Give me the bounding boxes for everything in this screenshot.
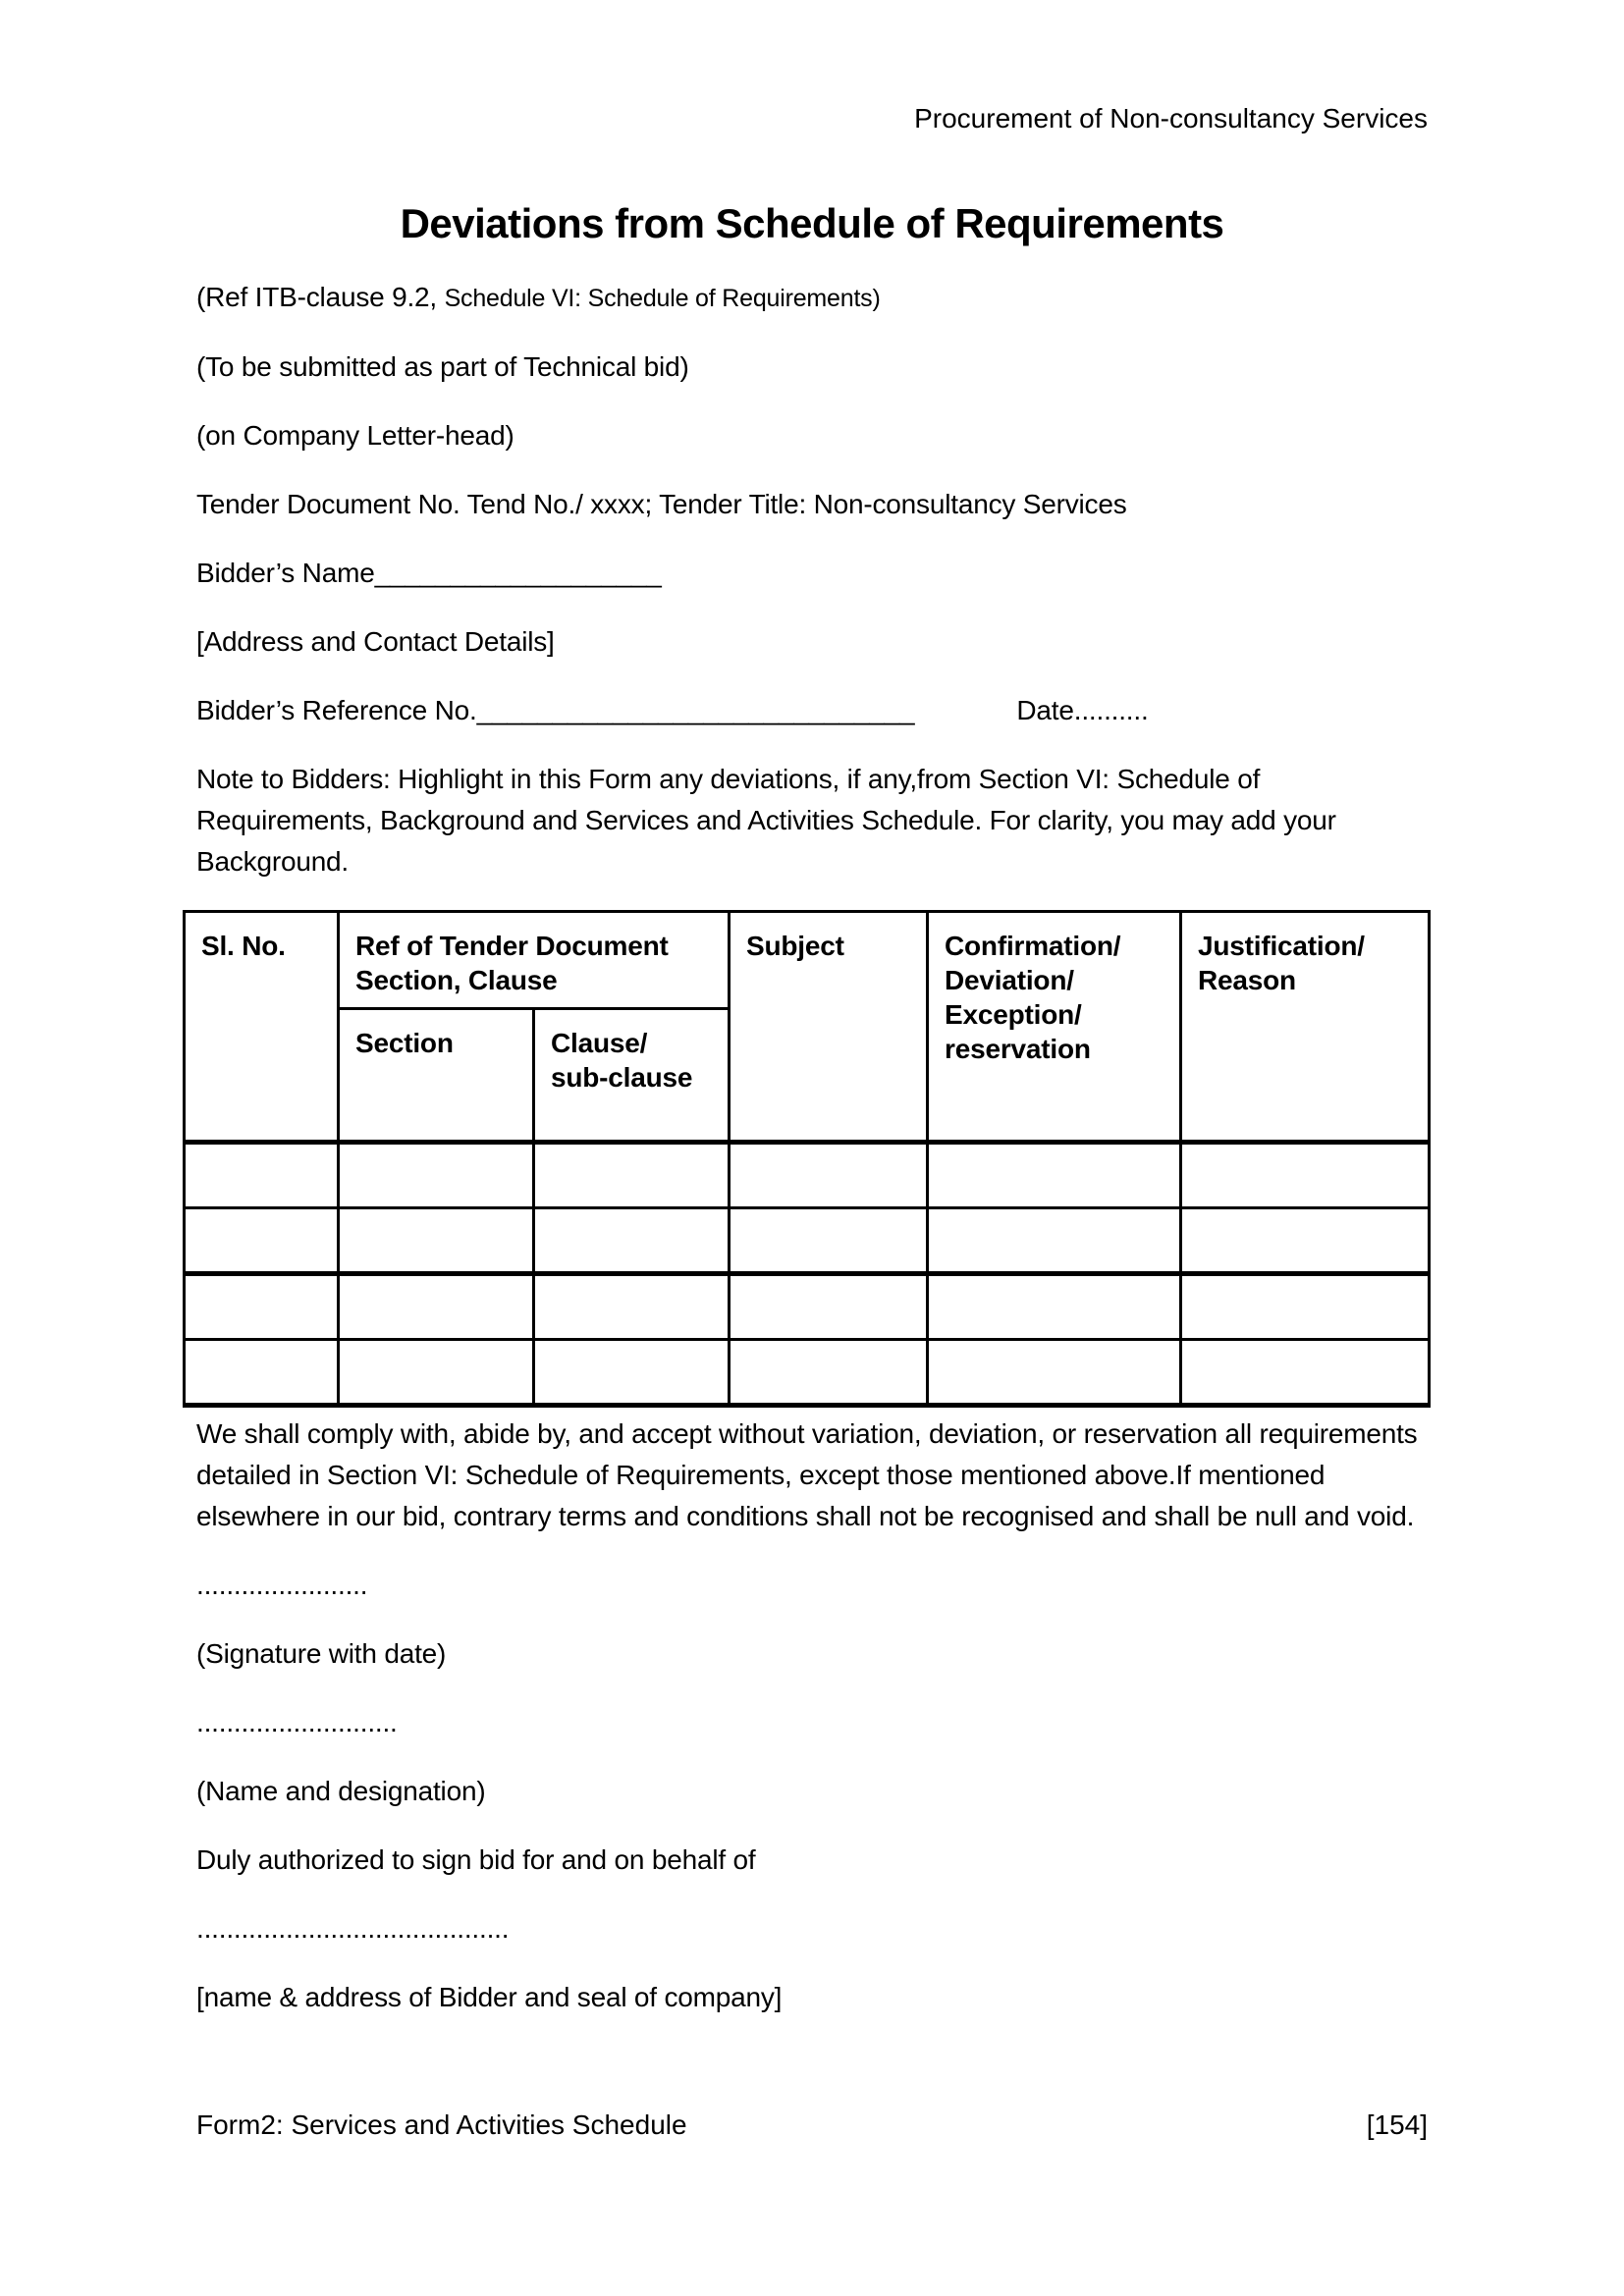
table-empty-cell (534, 1208, 730, 1274)
address-line: [Address and Contact Details] (196, 626, 555, 657)
table-empty-cell (534, 1143, 730, 1208)
footer-form-label: Form2: Services and Activities Schedule (196, 2109, 687, 2140)
bidder-reference-row (196, 690, 1428, 731)
table-empty-cell (185, 1208, 339, 1274)
authorized-line: Duly authorized to sign bid for and on behalf of (196, 1844, 756, 1875)
submit-line: (To be submitted as part of Technical bid) (196, 351, 689, 382)
column-header-clause: Clause/ sub-clause (534, 1009, 730, 1143)
bidder-reference-blank: _____________________________ (476, 695, 915, 725)
table-empty-cell (339, 1340, 534, 1406)
table-empty-cell (185, 1143, 339, 1208)
table-empty-cell (730, 1143, 928, 1208)
deviations-table-head (185, 912, 1430, 1143)
page-header (196, 98, 1428, 139)
table-empty-cell (1181, 1143, 1430, 1208)
ref-line-prefix: (Ref ITB-clause 9.2, (196, 282, 445, 312)
column-header-subject: Subject (730, 912, 928, 1143)
column-header-ref-group: Ref of Tender Document Section, Clause (339, 912, 730, 1009)
deviations-table (183, 910, 1431, 1408)
table-empty-cell (928, 1274, 1181, 1340)
table-empty-cell (1181, 1274, 1430, 1340)
ref-line-suffix: Schedule VI: Schedule of Requirements) (444, 285, 881, 312)
table-empty-cell (730, 1340, 928, 1406)
table-empty-row (185, 1208, 1430, 1274)
signature-dots: ....................... (196, 1570, 368, 1600)
table-empty-cell (534, 1340, 730, 1406)
table-empty-row (185, 1143, 1430, 1208)
table-empty-cell (1181, 1340, 1430, 1406)
letterhead-line: (on Company Letter-head) (196, 420, 514, 451)
table-empty-cell (185, 1340, 339, 1406)
bidder-name-row (196, 553, 1428, 594)
compliance-paragraph: We shall comply with, abide by, and accept without variation, deviation, or reservation all requirements detailed in Section VI: Schedule of Requirements, except those mentioned above.If mentioned elsewhere in our bid, contrary terms and conditions shall not be recognised and shall be null and void. (196, 1418, 1418, 1531)
column-header-confirmation: Confirmation/ Deviation/ Exception/ reservation (928, 912, 1181, 1143)
table-empty-row (185, 1274, 1430, 1340)
table-empty-cell (185, 1274, 339, 1340)
note-to-bidders: Note to Bidders: Highlight in this Form any deviations, if any,from Section VI: Schedule of Requirements, Background and Services and Activities Schedule. For clarity, you may add your Background. (196, 764, 1336, 877)
table-empty-cell (339, 1143, 534, 1208)
bidder-reference-label: Bidder’s Reference No. (196, 695, 477, 725)
table-empty-cell (928, 1208, 1181, 1274)
table-empty-cell (928, 1143, 1181, 1208)
column-header-section: Section (339, 1009, 534, 1143)
table-empty-cell (928, 1340, 1181, 1406)
column-header-sl-no: Sl. No. (185, 912, 339, 1143)
date-label: Date.......... (1016, 695, 1149, 725)
bidder-name-blank: ___________________ (374, 558, 662, 588)
table-empty-cell (534, 1274, 730, 1340)
table-empty-cell (339, 1274, 534, 1340)
table-empty-cell (339, 1208, 534, 1274)
table-empty-cell (730, 1274, 928, 1340)
page-footer (196, 2105, 1428, 2146)
table-empty-cell (1181, 1208, 1430, 1274)
deviations-table-body (185, 1143, 1430, 1406)
name-designation-label: (Name and designation) (196, 1776, 486, 1806)
ref-line (196, 277, 1428, 319)
header-text: Procurement of Non-consultancy Services (914, 103, 1428, 133)
table-empty-cell (730, 1208, 928, 1274)
signature-label: (Signature with date) (196, 1638, 447, 1669)
tender-document-line: Tender Document No. Tend No./ xxxx; Tender Title: Non-consultancy Services (196, 489, 1127, 519)
table-empty-row (185, 1340, 1430, 1406)
seal-dots: .......................................... (196, 1913, 510, 1944)
name-dots: ........................... (196, 1707, 398, 1737)
table-header-row-1 (185, 912, 1430, 1009)
page-title: Deviations from Schedule of Requirements (400, 200, 1224, 246)
bidder-name-label: Bidder’s Name (196, 558, 375, 588)
footer-page-number: [154] (1366, 2109, 1428, 2140)
column-header-justification: Justification/ Reason (1181, 912, 1430, 1143)
bidder-seal-line: [name & address of Bidder and seal of company] (196, 1982, 783, 2012)
